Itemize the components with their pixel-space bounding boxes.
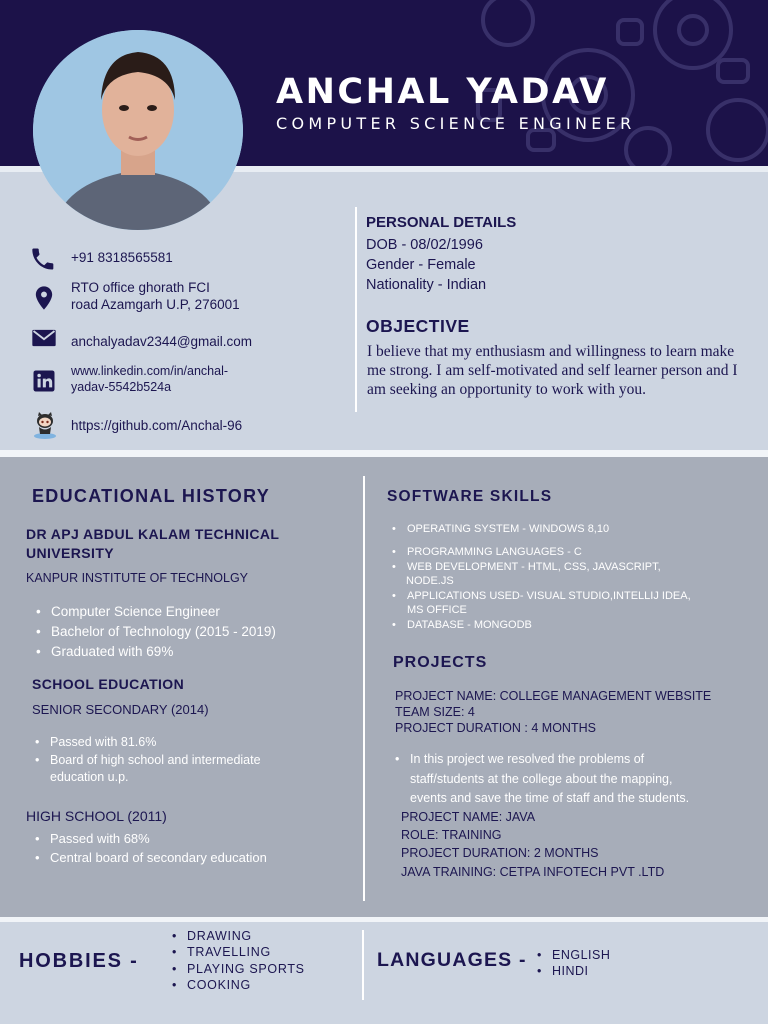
list-item: • ENGLISH	[535, 948, 610, 964]
linkedin-icon	[30, 367, 58, 395]
educational-history-heading: EDUCATIONAL HISTORY	[32, 486, 271, 506]
project-2-role: ROLE: TRAINING	[401, 828, 502, 842]
project-name: PROJECT NAME: COLLEGE MANAGEMENT WEBSITE	[395, 689, 712, 703]
list-item-continuation: MS OFFICE	[407, 604, 467, 616]
list-item: • PROGRAMMING LANGUAGES - C	[390, 545, 691, 560]
hobbies-heading: HOBBIES -	[19, 950, 139, 972]
list-item: • Graduated with 69%	[34, 642, 276, 662]
list-item: • Passed with 81.6%	[33, 733, 261, 751]
list-item: • Central board of secondary education	[33, 848, 267, 867]
phone-number[interactable]: +91 8318565581	[71, 250, 173, 265]
candidate-title: COMPUTER SCIENCE ENGINEER	[276, 114, 636, 133]
list-item: • OPERATING SYSTEM - WINDOWS 8,10	[390, 522, 609, 536]
dob-text: DOB - 08/02/1996	[366, 237, 483, 253]
list-item: • DRAWING	[170, 928, 305, 944]
software-skills-heading: SOFTWARE SKILLS	[387, 488, 553, 505]
list-item: • PLAYING SPORTS	[170, 961, 305, 977]
java-training: JAVA TRAINING: CETPA INFOTECH PVT .LTD	[401, 865, 665, 879]
list-item: • APPLICATIONS USED- VISUAL STUDIO,INTELLIJ IDEA,	[390, 589, 691, 604]
skills-list	[390, 522, 609, 536]
hobbies-and-languages-section	[0, 922, 768, 1024]
email-address[interactable]: anchalyadav2344@gmail.com	[71, 334, 253, 349]
profile-photo	[33, 30, 243, 230]
list-item: • DATABASE - MONGODB	[390, 618, 691, 633]
high-school-list	[33, 829, 267, 867]
project-team-size: TEAM SIZE: 4	[395, 705, 475, 719]
projects-heading: PROJECTS	[393, 654, 488, 671]
objective-heading: OBJECTIVE	[366, 316, 470, 336]
vertical-divider	[362, 930, 364, 1000]
objective-text: I believe that my enthusiasm and willingness to learn make me strong. I am self-motivated and self learner person and I am seeking an opportunity to work with you.	[367, 343, 738, 398]
personal-details-heading: PERSONAL DETAILS	[366, 214, 517, 231]
gender-text: Gender - Female	[366, 257, 476, 273]
degree-list	[34, 602, 276, 662]
address-line-1: RTO office ghorath FCI	[71, 280, 210, 295]
senior-secondary-label: SENIOR SECONDARY (2014)	[32, 702, 209, 717]
list-item: • Passed with 68%	[33, 829, 267, 848]
university-name-line-2: UNIVERSITY	[26, 545, 115, 561]
email-icon	[30, 324, 58, 352]
vertical-divider	[363, 476, 365, 901]
vertical-divider	[355, 207, 357, 412]
list-item: • Bachelor of Technology (2015 - 2019)	[34, 622, 276, 642]
github-octocat-icon	[30, 410, 60, 440]
high-school-label: HIGH SCHOOL (2011)	[26, 808, 167, 824]
linkedin-url-line-2[interactable]: yadav-5542b524a	[71, 380, 172, 394]
list-item: • TRAVELLING	[170, 944, 305, 960]
list-item-continuation: events and save the time of staff and the students.	[410, 791, 690, 805]
project-duration: PROJECT DURATION : 4 MONTHS	[395, 721, 596, 735]
languages-list	[535, 948, 610, 979]
divider-band	[0, 450, 768, 457]
list-item: • Computer Science Engineer	[34, 602, 276, 622]
project-description	[393, 750, 689, 809]
list-item: • COOKING	[170, 977, 305, 993]
linkedin-url-line-1[interactable]: www.linkedin.com/in/anchal-	[71, 364, 229, 378]
phone-icon	[30, 245, 58, 273]
senior-secondary-list	[33, 733, 261, 769]
address-line-2: road Azamgarh U.P, 276001	[71, 297, 240, 312]
list-item-continuation: staff/students at the college about the mapping,	[410, 771, 673, 786]
github-url[interactable]: https://github.com/Anchal-96	[71, 418, 243, 433]
profile-photo-illustration	[33, 30, 243, 230]
list-item-continuation: education u.p.	[50, 770, 129, 784]
institute-name: KANPUR INSTITUTE OF TECHNOLGY	[26, 571, 249, 585]
project-2-name: PROJECT NAME: JAVA	[401, 810, 536, 824]
skills-list-continued	[390, 545, 691, 632]
list-item: • HINDI	[535, 964, 610, 980]
languages-heading: LANGUAGES -	[377, 949, 527, 971]
list-item: • Board of high school and intermediate	[33, 751, 261, 769]
hobbies-list	[170, 928, 305, 993]
list-item: • In this project we resolved the problems of	[393, 750, 689, 770]
list-item-continuation: NODE.JS	[406, 575, 454, 587]
candidate-name: ANCHAL YADAV	[276, 72, 609, 112]
location-pin-icon	[30, 284, 58, 312]
school-education-heading: SCHOOL EDUCATION	[32, 676, 185, 692]
nationality-text: Nationality - Indian	[366, 277, 487, 293]
project-2-duration: PROJECT DURATION: 2 MONTHS	[401, 846, 599, 860]
list-item: • WEB DEVELOPMENT - HTML, CSS, JAVASCRIPT,	[390, 560, 691, 575]
university-name-line-1: DR APJ ABDUL KALAM TECHNICAL	[26, 526, 280, 542]
